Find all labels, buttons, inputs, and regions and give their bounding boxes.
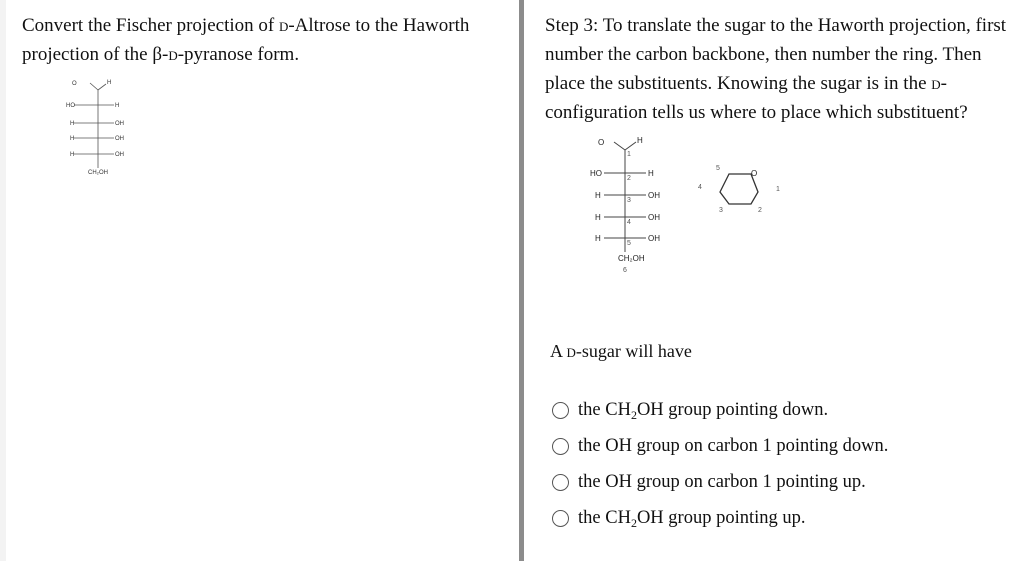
haworth-ring [698, 165, 780, 214]
prompt-a: A [550, 341, 567, 361]
small-row3-right: OH [115, 136, 124, 142]
option-3-pre: the OH group on carbon 1 pointing up. [578, 471, 866, 492]
large-row2-right: OH [648, 191, 660, 200]
small-row1-left: HO [66, 103, 75, 109]
right-panel [524, 0, 1024, 561]
question-suffix: -pyranose form. [177, 44, 300, 65]
carbon-number-3: 3 [627, 197, 631, 204]
small-row1-right: H [115, 103, 120, 109]
large-bottom: CH₂OH [618, 254, 645, 263]
small-row2-left: H [70, 121, 75, 127]
ring-number-1: 1 [776, 186, 780, 193]
option-label [578, 472, 866, 493]
step-tail: -configuration tells us where to place which substituent? [545, 73, 968, 123]
option-ch2oh-down[interactable] [552, 392, 888, 428]
option-1-pre: the CH [578, 399, 631, 420]
option-label [578, 508, 806, 529]
radio-button[interactable] [552, 474, 569, 491]
small-fischer-projection [60, 76, 140, 176]
small-row2-right: OH [115, 121, 124, 127]
question-d2: d [168, 44, 178, 65]
large-row4-right: OH [648, 234, 660, 243]
option-c1-oh-up[interactable] [552, 464, 888, 500]
step-d: d [931, 73, 941, 94]
small-row4-right: OH [115, 152, 124, 158]
small-row3-left: H [70, 136, 75, 142]
option-1-sub: 2 [630, 407, 637, 422]
large-row1-left: HO [590, 169, 602, 178]
carbon-number-2: 2 [627, 175, 631, 182]
ring-number-5: 5 [716, 165, 720, 172]
radio-button[interactable] [552, 510, 569, 527]
option-label [578, 400, 828, 421]
large-row4-left: H [595, 234, 601, 243]
question-middle: -Altrose to the Haworth projection of the β- [22, 15, 470, 65]
large-top-h: H [637, 136, 643, 145]
large-row3-left: H [595, 213, 601, 222]
carbon-number-4: 4 [627, 219, 631, 226]
question-d1: d [278, 15, 289, 36]
option-1-post: OH group pointing down. [636, 399, 829, 420]
option-ch2oh-up[interactable] [552, 500, 888, 536]
carbon-number-6: 6 [623, 267, 627, 274]
option-2-pre: the OH group on carbon 1 pointing down. [578, 435, 889, 456]
small-top-o: O [72, 81, 77, 87]
step-text [545, 11, 1015, 127]
question-text [22, 11, 512, 69]
carbon-number-5: 5 [627, 240, 631, 247]
radio-button[interactable] [552, 438, 569, 455]
carbon-number-1: 1 [627, 151, 631, 158]
answer-options [552, 392, 888, 536]
ring-number-2: 2 [758, 207, 762, 214]
option-4-post: OH group pointing up. [636, 507, 806, 528]
option-4-sub: 2 [630, 515, 637, 530]
prompt-d: d [566, 341, 576, 361]
prompt-rest: -sugar will have [575, 341, 692, 361]
small-top-h: H [107, 80, 112, 86]
small-row4-left: H [70, 152, 75, 158]
step-main: Step 3: To translate the sugar to the Haworth projection, first number the carbon backbone, then number the ring. Then place the substituents. Knowing the sugar is in the [545, 15, 1007, 94]
option-4-pre: the CH [578, 507, 631, 528]
ring-number-4: 4 [698, 184, 702, 191]
large-top-o: O [598, 138, 605, 147]
large-row2-left: H [595, 191, 601, 200]
large-row3-right: OH [648, 213, 660, 222]
ring-oxygen: O [751, 169, 758, 178]
option-label [578, 436, 888, 457]
large-row1-right: H [648, 169, 654, 178]
small-bottom: CH₂OH [88, 170, 108, 176]
large-fischer-projection [590, 136, 660, 274]
option-c1-oh-down[interactable] [552, 428, 888, 464]
left-edge [0, 0, 6, 561]
prompt-text [550, 341, 692, 362]
question-prefix: Convert the Fischer projection of [22, 15, 279, 36]
diagrams [584, 134, 844, 284]
radio-button[interactable] [552, 402, 569, 419]
ring-number-3: 3 [719, 207, 723, 214]
